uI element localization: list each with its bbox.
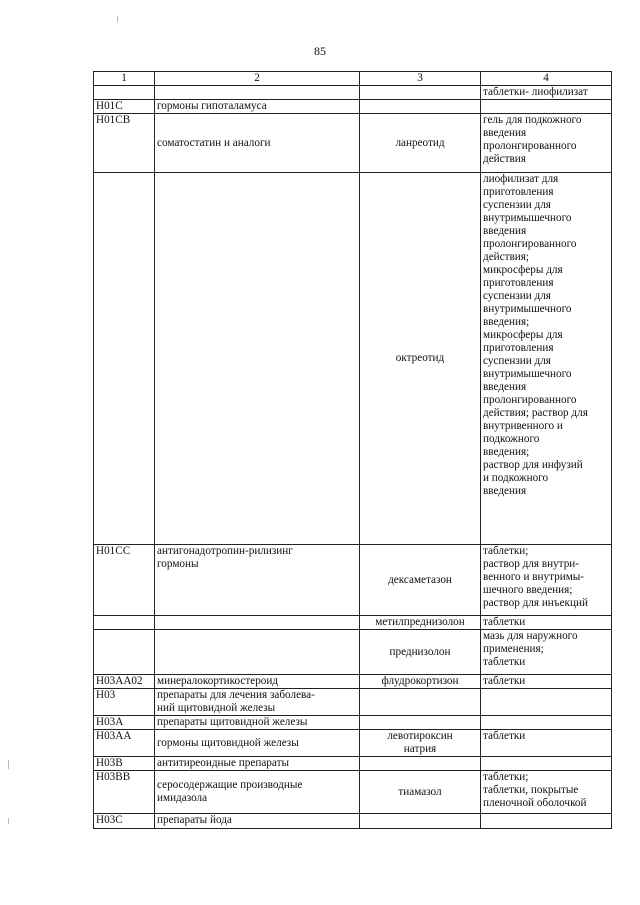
header-col-3: 3: [360, 72, 481, 86]
table-row: [94, 100, 612, 114]
group-cell: антитиреоидные препараты: [155, 757, 360, 771]
header-col-4: 4: [481, 72, 612, 86]
table-row: [94, 689, 612, 716]
drug-cell: [360, 689, 481, 716]
drug-cell: тиамазол: [360, 771, 481, 814]
form-cell: [481, 757, 612, 771]
form-cell: [481, 100, 612, 114]
table-row: [94, 114, 612, 173]
group-cell: препараты для лечения заболева- ний щитовидной железы: [155, 689, 360, 716]
drug-cell: левотироксин натрия: [360, 730, 481, 757]
form-cell: лиофилизат для приготовления суспензии для внутримышечного введения пролонгированного действия; микросферы для приготовления суспензии для внутримышечного введения; микросферы для приготовления суспензии для внутримышечного введения пролонгированного действия; раствор для внутривенного и подкожного введения; раствор для инфузий и подкожного введения: [481, 173, 612, 545]
table-row: [94, 730, 612, 757]
code-cell: H01CC: [94, 545, 155, 616]
drug-cell: преднизолон: [360, 630, 481, 675]
table-row: [94, 675, 612, 689]
form-cell: таблетки: [481, 730, 612, 757]
code-cell: [94, 86, 155, 100]
code-cell: H03: [94, 689, 155, 716]
drug-cell: октреотид: [360, 173, 481, 545]
code-cell: [94, 630, 155, 675]
group-cell: гормоны щитовидной железы: [155, 730, 360, 757]
drug-cell: [360, 86, 481, 100]
table-row: [94, 771, 612, 814]
table-row: [94, 630, 612, 675]
drug-cell: [360, 100, 481, 114]
form-cell: [481, 814, 612, 829]
drug-cell: [360, 716, 481, 730]
scan-mark: [8, 818, 9, 824]
drug-cell: метилпреднизолон: [360, 616, 481, 630]
page-number: 85: [314, 44, 326, 58]
group-cell: гормоны гипоталамуса: [155, 100, 360, 114]
code-cell: H01CB: [94, 114, 155, 173]
code-cell: [94, 616, 155, 630]
form-cell: [481, 689, 612, 716]
drug-table: [93, 71, 612, 829]
code-cell: H03B: [94, 757, 155, 771]
table-row: [94, 616, 612, 630]
group-cell: минералокортикостероид: [155, 675, 360, 689]
table-row: [94, 545, 612, 616]
form-cell: таблетки: [481, 616, 612, 630]
code-cell: [94, 173, 155, 545]
header-col-1: 1: [94, 72, 155, 86]
form-cell: [481, 716, 612, 730]
scan-mark: [117, 16, 118, 22]
group-cell: антигонадотропин-рилизинг гормоны: [155, 545, 360, 616]
code-cell: H03A: [94, 716, 155, 730]
group-cell: [155, 173, 360, 545]
form-cell: таблетки; раствор для внутри- венного и внутримы- шечного введения; раствор для инъекций: [481, 545, 612, 616]
table-row: [94, 86, 612, 100]
group-cell: серосодержащие производные имидазола: [155, 771, 360, 814]
group-cell: препараты щитовидной железы: [155, 716, 360, 730]
form-cell: таблетки- лиофилизат: [481, 86, 612, 100]
form-cell: гель для подкожного введения пролонгированного действия: [481, 114, 612, 173]
form-cell: мазь для наружного применения; таблетки: [481, 630, 612, 675]
drug-cell: [360, 814, 481, 829]
drug-cell: флудрокортизон: [360, 675, 481, 689]
form-cell: таблетки: [481, 675, 612, 689]
table-row: [94, 716, 612, 730]
group-cell: [155, 630, 360, 675]
group-cell: [155, 86, 360, 100]
drug-cell: дексаметазон: [360, 545, 481, 616]
code-cell: H03AA: [94, 730, 155, 757]
group-cell: соматостатин и аналоги: [155, 114, 360, 173]
table-header-row: [94, 72, 612, 86]
scan-mark: [8, 760, 9, 769]
code-cell: H03AA02: [94, 675, 155, 689]
code-cell: H03C: [94, 814, 155, 829]
table-row: [94, 814, 612, 829]
header-col-2: 2: [155, 72, 360, 86]
drug-cell: [360, 757, 481, 771]
table-row: [94, 757, 612, 771]
table-row: [94, 173, 612, 545]
group-cell: препараты йода: [155, 814, 360, 829]
drug-cell: ланреотид: [360, 114, 481, 173]
code-cell: H03BB: [94, 771, 155, 814]
group-cell: [155, 616, 360, 630]
form-cell: таблетки; таблетки, покрытые пленочной оболочкой: [481, 771, 612, 814]
code-cell: H01C: [94, 100, 155, 114]
